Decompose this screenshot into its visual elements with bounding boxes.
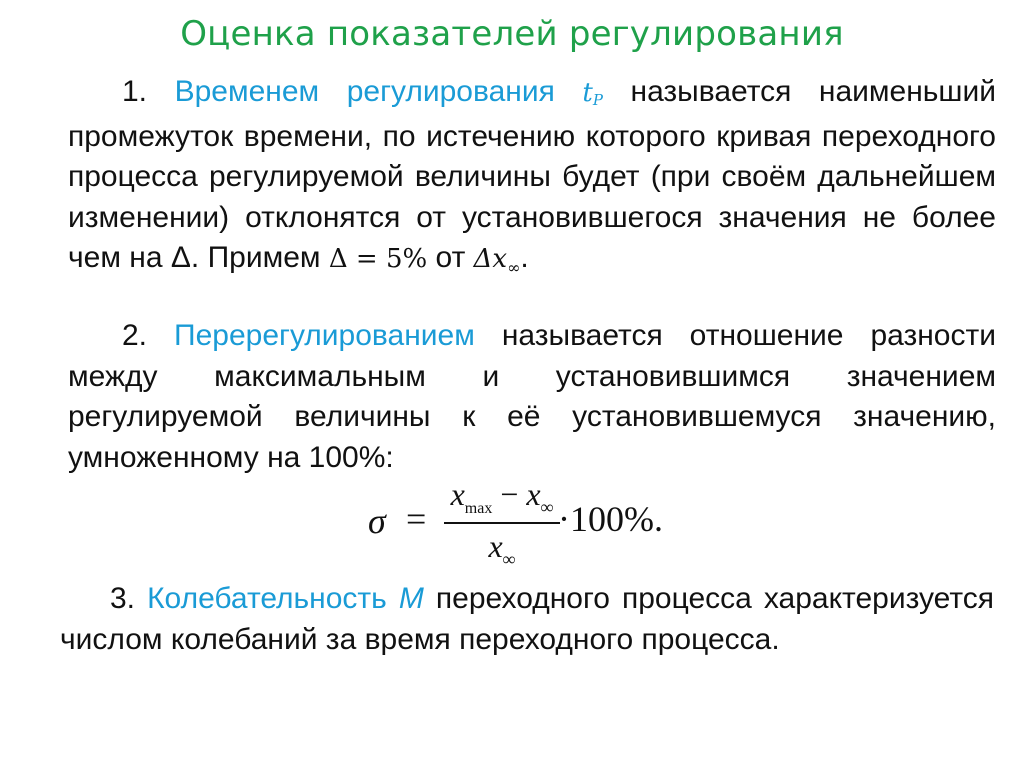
math-delta-5: Δ = 5% [328, 244, 428, 274]
paragraph-text: . [520, 241, 529, 274]
slide-title: Оценка показателей регулирования [180, 14, 844, 54]
formula-numerator: $x_{max} - x_\infty$ [450, 476, 554, 517]
paragraph-oscillation [60, 579, 994, 660]
math-delta-x-inf: $\Delta x_\infty$ [473, 244, 521, 277]
formula-multiplier: ·100%. [558, 499, 663, 539]
paragraph-text: переходного процесса характеризуется числом колебаний за время переходного процесса. [60, 582, 995, 656]
paragraph-overshoot [68, 316, 996, 478]
paragraph-text: называется отношение разности между максимальным и установившимся значением регулируемой величины к её установившемуся значению, умноженному на 100%: [68, 319, 996, 474]
symbol-m: M [398, 582, 424, 615]
overshoot-formula [364, 476, 724, 572]
symbol-t: tР [582, 78, 603, 109]
item-number: 3. [110, 582, 148, 615]
term-oscillation: Колебательность [147, 582, 387, 615]
item-number: 2. [122, 319, 175, 352]
paragraph-text: от [427, 241, 474, 274]
formula-equals: = [406, 499, 427, 539]
paragraph-regulation-time [68, 72, 996, 283]
item-number: 1. [122, 75, 175, 108]
formula-fraction-bar [444, 522, 560, 524]
formula-denominator: $x_\infty$ [488, 528, 516, 569]
term-overshoot: Перерегулированием [174, 319, 475, 352]
formula-sigma: σ [368, 501, 386, 541]
paragraph-text: называется наименьший промежуток времени, по истечению которого кривая переходного процесса регулируемой величины будет (при своём дальнейшем изменении) отклонятся от установившегося значения не более чем на Δ. Примем [68, 75, 997, 274]
term-regulation-time: Временем регулирования [174, 75, 555, 108]
